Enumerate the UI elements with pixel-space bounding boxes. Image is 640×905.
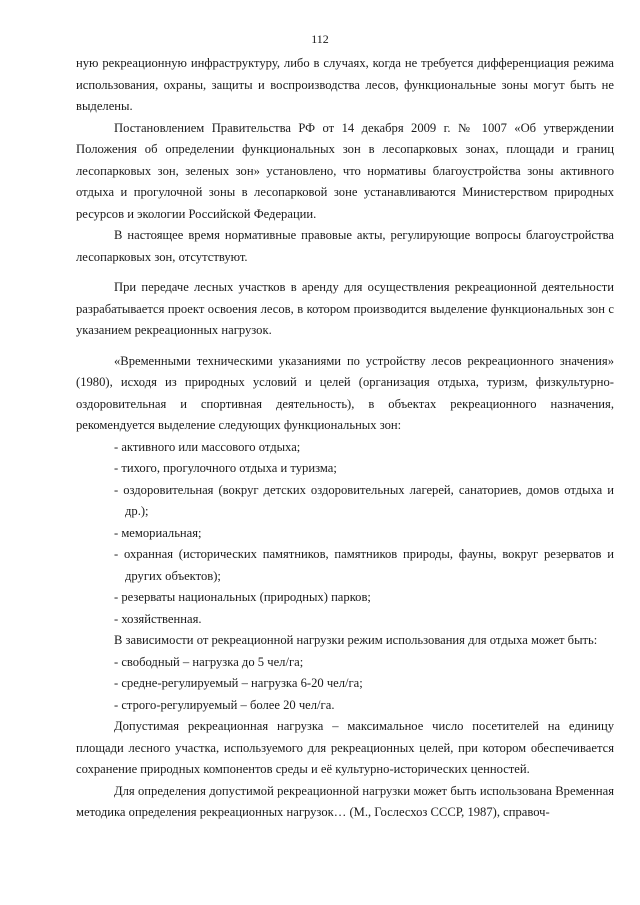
list-item: - резерваты национальных (природных) парков; bbox=[114, 590, 371, 604]
list-item: - оздоровительная (вокруг детских оздоровительных лагерей, санаториев, домов отдыха и др.); bbox=[114, 482, 614, 518]
regimes-list bbox=[76, 652, 614, 717]
list-item: - строго-регулируемый – более 20 чел/га. bbox=[114, 697, 335, 712]
paragraph-continuation: ную рекреационную инфраструктуру, либо в случаях, когда не требуется дифференциация режима использования, охраны, защиты и воспроизводства лесов, функциональные зоны могут быть не выделены. bbox=[76, 56, 614, 113]
list-item: - мемориальная; bbox=[114, 525, 202, 540]
paragraph-guidelines: «Временными техническими указаниями по устройству лесов рекреационного значения» (1980), исходя из природных условий и целей (организация отдыха, туризм, физкультурно-оздоровительная и спортивная деятельность), в объектах рекреационного назначения, рекомендуется выделение следующих функциональных зон: bbox=[76, 353, 614, 432]
list-item: - тихого, прогулочного отдыха и туризма; bbox=[114, 461, 337, 475]
paragraph-legal-acts: В настоящее время нормативные правовые акты, регулирующие вопросы благоустройства лесопарковых зон, отсутствуют. bbox=[76, 228, 614, 264]
list-item: - свободный – нагрузка до 5 чел/га; bbox=[114, 654, 304, 669]
paragraph-permissible-load: Допустимая рекреационная нагрузка – максимальное число посетителей на единицу площади лесного участка, используемого для рекреационных целей, при котором обеспечивается сохранение природных компонентов среды и её культурно-исторических ценностей. bbox=[76, 719, 614, 776]
paragraph-methodology: Для определения допустимой рекреационной нагрузки может быть использована Временная методика определения рекреационных нагрузок… (М., Гослесхоз СССР, 1987), справоч- bbox=[76, 783, 614, 819]
page-number: 112 bbox=[311, 32, 329, 46]
paragraph-resolution: Постановлением Правительства РФ от 14 декабря 2009 г. № 1007 «Об утверждении Положения об определении функциональных зон в лесопарковых зонах, площади и границ лесопарковых зон, зеленых зон» установлено, что нормативы благоустройства зоны активного отдыха и прогулочной зоны в лесопарковой зоне устанавливаются Министерством природных ресурсов и экологии Российской Федерации. bbox=[76, 120, 614, 221]
zones-list bbox=[76, 437, 614, 631]
list-item: - средне-регулируемый – нагрузка 6-20 чел/га; bbox=[114, 676, 363, 690]
document-body bbox=[76, 53, 614, 824]
paragraph-lease: При передаче лесных участков в аренду для осуществления рекреационной деятельности разрабатывается проект освоения лесов, в котором производится выделение функциональных зон с указанием рекреационных нагрузок. bbox=[76, 280, 614, 337]
list-item: - хозяйственная. bbox=[114, 611, 202, 626]
paragraph-regimes-intro: В зависимости от рекреационной нагрузки режим использования для отдыха может быть: bbox=[114, 633, 598, 647]
list-item: - активного или массового отдыха; bbox=[114, 439, 301, 454]
list-item: - охранная (исторических памятников, памятников природы, фауны, вокруг резерватов и других объектов); bbox=[114, 547, 614, 583]
